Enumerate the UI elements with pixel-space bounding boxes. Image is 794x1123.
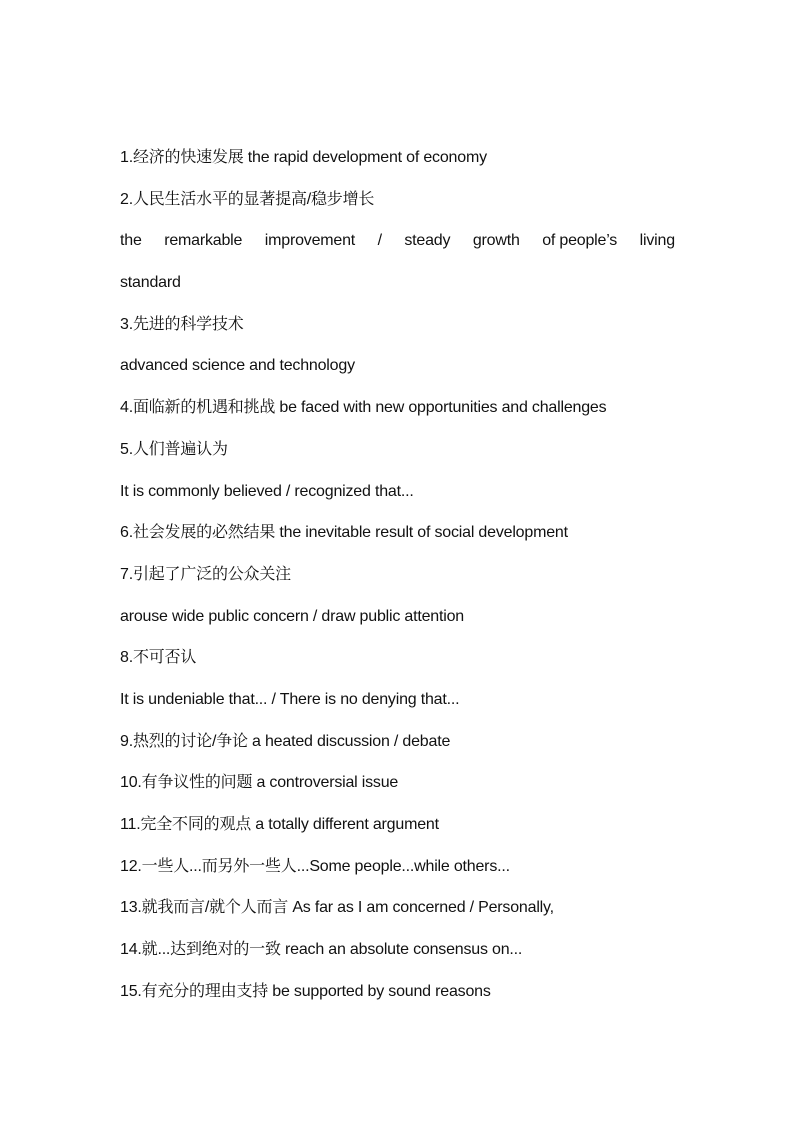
phrase-line-13: 13.就我而言/就个人而言 As far as I am concerned / Personally, bbox=[120, 899, 554, 917]
phrase-line-4: 4.面临新的机遇和挑战 be faced with new opportunities and challenges bbox=[120, 399, 607, 417]
phrase-line-7-chinese: 7.引起了广泛的公众关注 bbox=[120, 565, 291, 583]
justified-word: living bbox=[639, 232, 675, 250]
phrase-line-3-chinese: 3.先进的科学技术 bbox=[120, 315, 244, 333]
phrase-line-12: 12.一些人...而另外一些人...Some people...while others... bbox=[120, 857, 510, 875]
justified-word: steady bbox=[404, 232, 451, 250]
phrase-list bbox=[120, 143, 675, 1018]
justified-word: / bbox=[377, 232, 382, 250]
phrase-line-2-english bbox=[120, 226, 675, 268]
phrase-line-8-chinese: 8.不可否认 bbox=[120, 649, 197, 667]
justified-word: growth bbox=[472, 232, 520, 250]
phrase-line-3-english: advanced science and technology bbox=[120, 357, 355, 375]
justified-word: the bbox=[120, 232, 142, 250]
phrase-line-8-english: It is undeniable that... / There is no denying that... bbox=[120, 690, 460, 708]
phrase-line-14: 14.就...达到绝对的一致 reach an absolute consensus on... bbox=[120, 941, 523, 959]
phrase-line-2-chinese: 2.人民生活水平的显著提高/稳步增长 bbox=[120, 190, 375, 208]
justified-word: remarkable bbox=[164, 232, 243, 250]
phrase-line-15: 15.有充分的理由支持 be supported by sound reasons bbox=[120, 982, 491, 1000]
phrase-line-1: 1.经济的快速发展 the rapid development of economy bbox=[120, 149, 487, 166]
phrase-line-7-english: arouse wide public concern / draw public attention bbox=[120, 607, 464, 625]
phrase-line-6: 6.社会发展的必然结果 the inevitable result of social development bbox=[120, 524, 568, 542]
phrase-line-9: 9.热烈的讨论/争论 a heated discussion / debate bbox=[120, 732, 451, 750]
phrase-line-5-english: It is commonly believed / recognized that... bbox=[120, 482, 414, 500]
phrase-line-5-chinese: 5.人们普遍认为 bbox=[120, 440, 228, 458]
phrase-line-11: 11.完全不同的观点 a totally different argument bbox=[120, 816, 439, 833]
phrase-line-10: 10.有争议性的问题 a controversial issue bbox=[120, 774, 399, 792]
justified-word: of people’s bbox=[542, 232, 618, 250]
justified-word: improvement bbox=[264, 232, 356, 250]
phrase-line-2-continuation: standard bbox=[120, 274, 181, 292]
